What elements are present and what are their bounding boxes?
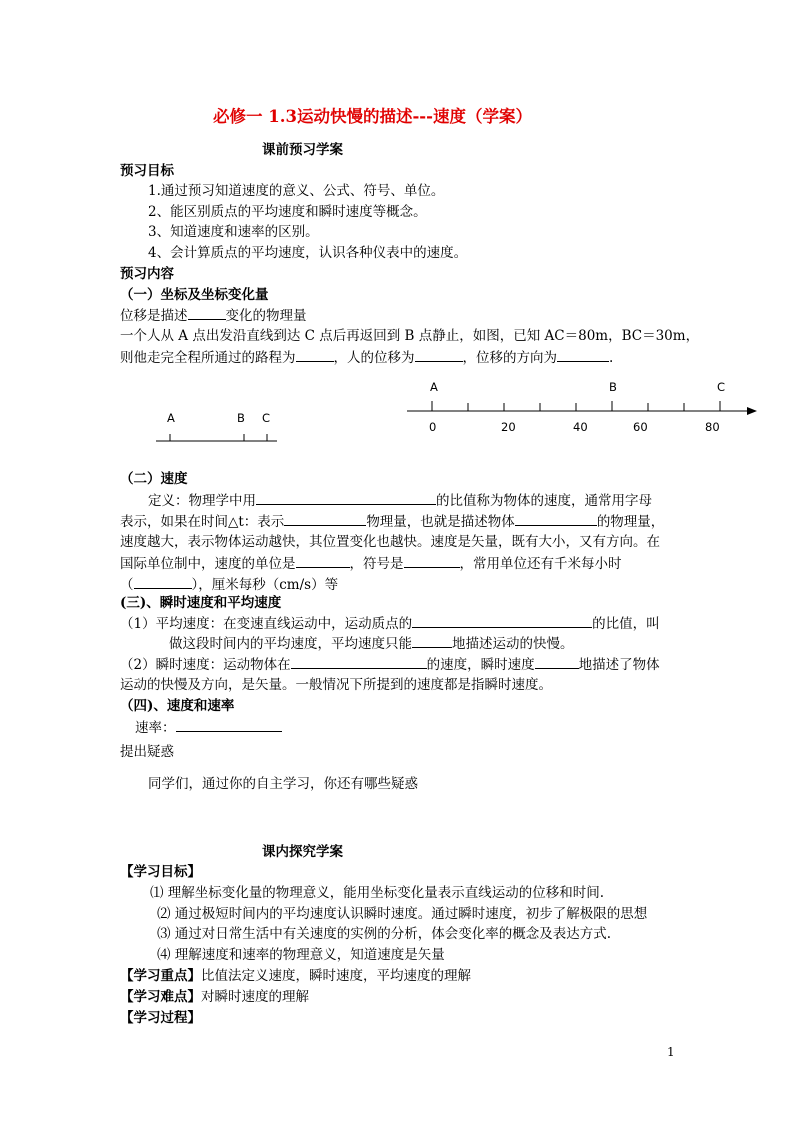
blank-displacement-value[interactable]: [415, 348, 463, 362]
speed-rate-line: 速率：: [135, 718, 282, 737]
small-line-diagram: [150, 405, 290, 450]
section-3-heading: (三)、瞬时速度和平均速度: [120, 595, 282, 611]
small-diagram-label-c: C: [262, 411, 271, 425]
blank-unit-symbol[interactable]: [404, 554, 460, 568]
blank-delta-t-quantity[interactable]: [284, 512, 366, 526]
preview-goal-4: 4、会计算质点的平均速度，认识各种仪表中的速度。: [148, 245, 468, 261]
velocity-definition-line-3: 速度越大，表示物体运动越快，其位置变化也越快。速度是矢量，既有大小，又有方向。在: [120, 534, 660, 550]
page-number: 1: [667, 1045, 675, 1059]
learning-process-heading: 【学习过程】: [120, 1010, 201, 1026]
blank-velocity-ratio[interactable]: [256, 491, 436, 505]
small-diagram-label-a: A: [167, 411, 175, 425]
blank-precise-description[interactable]: [535, 655, 579, 669]
problem-line: 一个人从 A 点出发沿直线到达 C 点后再返回到 B 点静止，如图，已知 AC＝80m，BC＝30m，: [120, 328, 700, 344]
learning-goal-1: ⑴ 理解坐标变化量的物理意义，能用坐标变化量表示直线运动的位移和时间.: [150, 885, 605, 901]
blank-average-ratio[interactable]: [412, 614, 592, 628]
instant-velocity-line-1: （2）瞬时速度：运动物体在 的速度，瞬时速度 地描述了物体: [120, 657, 660, 673]
small-diagram-label-b: B: [237, 411, 245, 425]
blank-describe-object[interactable]: [515, 512, 597, 526]
blank-instant-moment[interactable]: [291, 655, 427, 669]
blank-displacement[interactable]: [188, 306, 226, 320]
axis-point-label-a: A: [430, 380, 438, 394]
axis-point-label-b: B: [609, 380, 617, 394]
section-2-heading: （二）速度: [120, 471, 188, 487]
pre-class-heading: 课前预习学案: [262, 142, 343, 158]
problem-question-line: 则他走完全程所通过的路程为 ，人的位移为 ，位移的方向为 .: [120, 350, 614, 366]
axis-tick-60: 60: [633, 420, 648, 434]
blank-displacement-direction[interactable]: [557, 348, 609, 362]
learning-goal-4: ⑷ 理解速度和速率的物理意义，知道速度是矢量: [157, 947, 445, 963]
doubt-heading: 提出疑惑: [120, 744, 174, 760]
axis-arrow-icon: [747, 407, 757, 415]
difficult-point-line: 【学习难点】对瞬时速度的理解: [120, 989, 309, 1005]
axis-tick-40: 40: [573, 420, 588, 434]
blank-rough-description[interactable]: [412, 634, 452, 648]
section-1-heading: （一）坐标及坐标变化量: [120, 287, 269, 303]
blank-path-length[interactable]: [296, 348, 334, 362]
page-title: 必修一 1.3运动快慢的描述---速度（学案）: [213, 107, 532, 126]
in-class-heading: 课内探究学案: [262, 844, 343, 860]
instant-velocity-line-2: 运动的快慢及方向，是矢量。一般情况下所提到的速度都是指瞬时速度。: [120, 677, 552, 693]
axis-tick-80: 80: [705, 420, 720, 434]
displacement-line: 位移是描述 变化的物理量: [120, 308, 307, 324]
preview-goal-2: 2、能区别质点的平均速度和瞬时速度等概念。: [148, 204, 427, 220]
preview-content-heading: 预习内容: [120, 266, 174, 282]
blank-speed-rate[interactable]: [176, 718, 282, 732]
axis-tick-20: 20: [501, 420, 516, 434]
velocity-definition-line-1: 定义：物理学中用 的比值称为物体的速度，通常用字母: [148, 493, 652, 509]
learning-goals-heading: 【学习目标】: [120, 864, 201, 880]
preview-goals-heading: 预习目标: [120, 163, 174, 179]
blank-kmh[interactable]: [134, 575, 192, 589]
axis-tick-0: 0: [429, 420, 437, 434]
velocity-definition-line-2: 表示，如果在时间△t：表示 物理量，也就是描述物体 的物理量，: [120, 514, 665, 530]
velocity-definition-line-5: （ ），厘米每秒（cm/s）等: [120, 577, 339, 593]
preview-goal-3: 3、知道速度和速率的区别。: [148, 224, 319, 240]
average-velocity-line-1: （1）平均速度：在变速直线运动中，运动质点的 的比值，叫: [120, 616, 660, 632]
average-velocity-line-2: 做这段时间内的平均速度，平均速度只能 地描述运动的快慢。: [169, 636, 574, 652]
velocity-definition-line-4: 国际单位制中，速度的单位是 ，符号是 ，常用单位还有千米每小时: [120, 556, 622, 572]
doubt-text: 同学们，通过你的自主学习，你还有哪些疑惑: [148, 776, 418, 792]
learning-goal-2: ⑵ 通过极短时间内的平均速度认识瞬时速度。通过瞬时速度，初步了解极限的思想: [157, 906, 648, 922]
axis-point-label-c: C: [717, 380, 726, 394]
blank-si-unit[interactable]: [296, 554, 350, 568]
section-4-heading: （四)、速度和速率: [120, 698, 235, 714]
coordinate-axis-diagram: [405, 375, 765, 440]
key-point-line: 【学习重点】比值法定义速度，瞬时速度，平均速度的理解: [120, 968, 471, 984]
learning-goal-3: ⑶ 通过对日常生活中有关速度的实例的分析，体会变化率的概念及表达方式.: [157, 926, 612, 942]
preview-goal-1: 1.通过预习知道速度的意义、公式、符号、单位。: [148, 183, 445, 199]
